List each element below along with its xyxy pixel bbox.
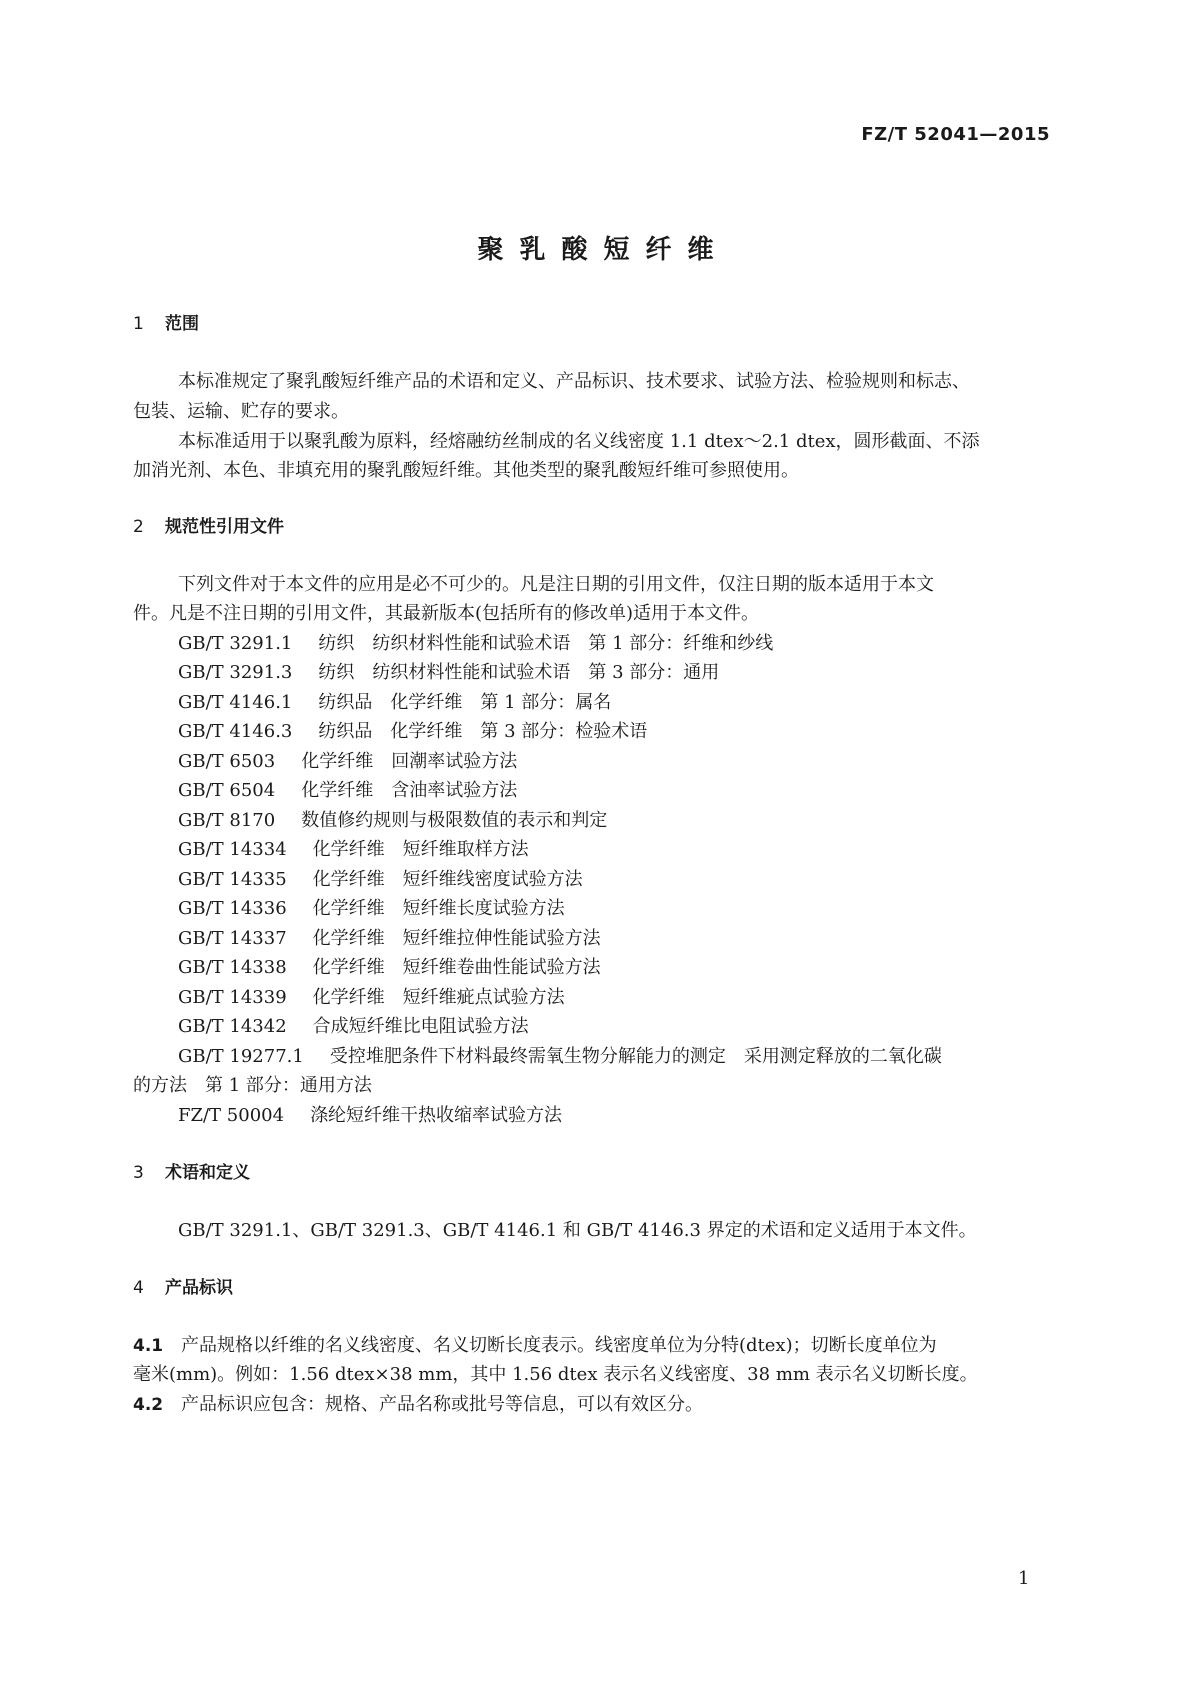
- reference-title: 的方法 第 1 部分：通用方法: [133, 1075, 372, 1096]
- reference-title: 纺织 纺织材料性能和试验术语 第 3 部分：通用: [318, 662, 720, 683]
- reference-title: 化学纤维 短纤维疵点试验方法: [312, 987, 565, 1008]
- reference-title: 纺织 纺织材料性能和试验术语 第 1 部分：纤维和纱线: [318, 633, 774, 654]
- reference-title: 受控堆肥条件下材料最终需氧生物分解能力的测定 采用测定释放的二氧化碳: [329, 1046, 942, 1067]
- reference-code: GB/T 14337: [178, 928, 287, 949]
- reference-code: GB/T 4146.3: [178, 721, 293, 742]
- reference-code: GB/T 6503: [178, 751, 276, 772]
- reference-code: FZ/T 50004: [178, 1105, 285, 1126]
- reference-code: GB/T 14334: [178, 839, 287, 860]
- reference-item: [178, 836, 529, 864]
- paragraph-line: 本标准适用于以聚乳酸为原料，经熔融纺丝制成的名义线密度 1.1 dtex～2.1 dtex，圆形截面、不添: [178, 431, 980, 452]
- reference-title: 化学纤维 短纤维取样方法: [312, 839, 529, 860]
- clause-number: 4.1: [133, 1336, 164, 1356]
- page-number: 1: [1018, 1568, 1030, 1589]
- paragraph-line: GB/T 3291.1、GB/T 3291.3、GB/T 4146.1 和 GB/T 4146.3 界定的术语和定义适用于本文件。: [178, 1220, 977, 1241]
- reference-title: 合成短纤维比电阻试验方法: [312, 1016, 529, 1037]
- reference-code: GB/T 19277.1: [178, 1046, 304, 1067]
- reference-item: [178, 630, 773, 658]
- reference-title: 纺织品 化学纤维 第 3 部分：检验术语: [318, 721, 648, 742]
- reference-item: [178, 777, 517, 805]
- reference-item: [178, 659, 719, 687]
- reference-item: [178, 1013, 529, 1041]
- reference-item: [178, 895, 565, 923]
- clause-4-2: [133, 1391, 703, 1419]
- paragraph-line: 本标准规定了聚乳酸短纤维产品的术语和定义、产品标识、技术要求、试验方法、检验规则和标志、: [178, 371, 970, 392]
- reference-item: [178, 954, 601, 982]
- paragraph-line: 件。凡是不注日期的引用文件，其最新版本(包括所有的修改单)适用于本文件。: [133, 603, 760, 624]
- paragraph-line: 毫米(mm)。例如：1.56 dtex×38 mm，其中 1.56 dtex 表示名义线密度、38 mm 表示名义切断长度。: [133, 1364, 978, 1385]
- reference-title: 化学纤维 含油率试验方法: [301, 780, 518, 801]
- reference-item: [178, 984, 565, 1012]
- section-title: 术语和定义: [165, 1163, 250, 1183]
- reference-item: [178, 1102, 562, 1130]
- reference-item: [178, 718, 647, 746]
- clause-text: 产品规格以纤维的名义线密度、名义切断长度表示。线密度单位为分特(dtex)；切断长度单位为: [181, 1335, 937, 1356]
- reference-code: GB/T 14338: [178, 957, 287, 978]
- reference-item-continuation: [133, 1072, 372, 1100]
- reference-code: GB/T 14335: [178, 869, 287, 890]
- paragraph-line: 包装、运输、贮存的要求。: [133, 401, 349, 422]
- section-1-heading: [133, 312, 199, 336]
- section-title: 产品标识: [165, 1278, 233, 1298]
- reference-item: [178, 689, 611, 717]
- paragraph-line: 加消光剂、本色、非填充用的聚乳酸短纤维。其他类型的聚乳酸短纤维可参照使用。: [133, 460, 799, 481]
- reference-code: GB/T 3291.3: [178, 662, 293, 683]
- reference-item: [178, 925, 601, 953]
- reference-title: 纺织品 化学纤维 第 1 部分：属名: [318, 692, 612, 713]
- section-2-heading: [133, 515, 284, 539]
- section-3-heading: [133, 1161, 250, 1185]
- standard-code: FZ/T 52041—2015: [861, 124, 1050, 145]
- reference-code: GB/T 14336: [178, 898, 287, 919]
- section-title: 范围: [165, 314, 199, 334]
- reference-code: GB/T 4146.1: [178, 692, 293, 713]
- section-number: 2: [133, 517, 144, 537]
- reference-title: 化学纤维 回潮率试验方法: [301, 751, 518, 772]
- reference-title: 涤纶短纤维干热收缩率试验方法: [310, 1105, 563, 1126]
- section-4-heading: [133, 1276, 233, 1300]
- reference-title: 化学纤维 短纤维卷曲性能试验方法: [312, 957, 601, 978]
- reference-title: 化学纤维 短纤维拉伸性能试验方法: [312, 928, 601, 949]
- reference-title: 化学纤维 短纤维长度试验方法: [312, 898, 565, 919]
- reference-code: GB/T 14339: [178, 987, 287, 1008]
- section-number: 1: [133, 314, 144, 334]
- paragraph-line: 下列文件对于本文件的应用是必不可少的。凡是注日期的引用文件，仅注日期的版本适用于本文: [178, 574, 934, 595]
- reference-item: [178, 807, 607, 835]
- reference-title: 化学纤维 短纤维线密度试验方法: [312, 869, 583, 890]
- reference-code: GB/T 3291.1: [178, 633, 293, 654]
- reference-item: [178, 1043, 942, 1071]
- reference-item: [178, 748, 517, 776]
- reference-item: [178, 866, 583, 894]
- clause-number: 4.2: [133, 1395, 164, 1415]
- reference-code: GB/T 14342: [178, 1016, 287, 1037]
- clause-text: 产品标识应包含：规格、产品名称或批号等信息，可以有效区分。: [181, 1394, 703, 1415]
- section-title: 规范性引用文件: [165, 517, 284, 537]
- reference-title: 数值修约规则与极限数值的表示和判定: [301, 810, 608, 831]
- section-number: 4: [133, 1278, 144, 1298]
- reference-code: GB/T 8170: [178, 810, 276, 831]
- clause-4-1: [133, 1332, 937, 1360]
- reference-code: GB/T 6504: [178, 780, 276, 801]
- section-number: 3: [133, 1163, 144, 1183]
- document-title: 聚乳酸短纤维: [477, 235, 730, 265]
